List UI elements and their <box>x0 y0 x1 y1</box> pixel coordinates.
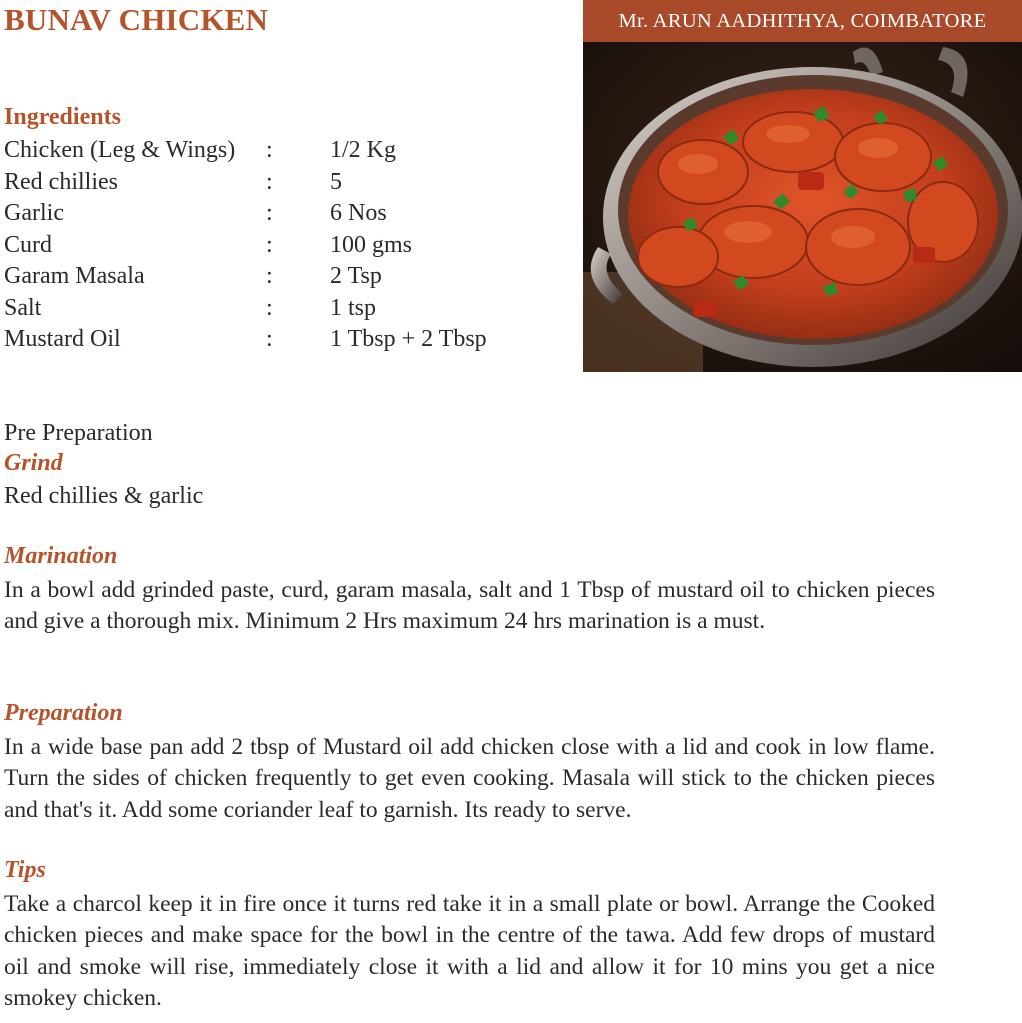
ingredient-name: Salt <box>4 294 42 321</box>
dish-photo <box>583 42 1022 372</box>
ingredient-name: Garlic <box>4 200 64 227</box>
table-row <box>4 198 487 230</box>
ingredient-separator: : <box>266 263 273 290</box>
ingredient-name: Curd <box>4 231 52 258</box>
ingredient-quantity: 5 <box>330 168 342 195</box>
tips-text: Take a charcol keep it in fire once it turns red take it in a small plate or bowl. Arrange the Cooked chicken pieces and make space for the bowl in the centre of the tawa. Add few drops of mustard oil and smoke will rise, immediately close it with a lid and allow it for 10 mins you get a nice smokey chicken. <box>4 891 935 1012</box>
ingredient-name: Mustard Oil <box>4 326 121 353</box>
author-name: Mr. ARUN AADHITHYA, COIMBATORE <box>618 9 987 32</box>
grind-text: Red chillies & garlic <box>4 483 204 509</box>
table-row <box>4 293 487 325</box>
ingredient-separator: : <box>266 137 273 164</box>
ingredient-name: Garam Masala <box>4 263 145 290</box>
author-banner <box>583 0 1022 42</box>
ingredient-separator: : <box>266 231 273 258</box>
pre-preparation-label: Pre Preparation <box>4 420 153 446</box>
ingredient-quantity: 100 gms <box>330 231 413 258</box>
preparation-text: In a wide base pan add 2 tbsp of Mustard oil add chicken close with a lid and cook in low flame. Turn the sides of chicken frequently to get even cooking. Masala will stick to the chicken pieces and that's it. Add some coriander leaf to garnish. Its ready to serve. <box>4 734 935 823</box>
preparation-heading: Preparation <box>4 700 123 726</box>
recipe-title: BUNAV CHICKEN <box>4 2 269 37</box>
table-row <box>4 324 487 356</box>
ingredients-heading: Ingredients <box>4 104 121 130</box>
ingredient-quantity: 1/2 Kg <box>330 137 396 164</box>
ingredient-quantity: 1 tsp <box>330 294 377 321</box>
ingredient-quantity: 6 Nos <box>330 200 387 227</box>
ingredient-separator: : <box>266 294 273 321</box>
ingredient-separator: : <box>266 326 273 353</box>
ingredient-name: Red chillies <box>4 168 118 195</box>
table-row <box>4 261 487 293</box>
ingredient-quantity: 2 Tsp <box>330 263 382 290</box>
grind-heading: Grind <box>4 450 63 476</box>
ingredient-separator: : <box>266 200 273 227</box>
table-row <box>4 167 487 199</box>
ingredient-quantity: 1 Tbsp + 2 Tbsp <box>330 326 487 353</box>
table-row <box>4 230 487 262</box>
ingredients-table <box>4 135 487 356</box>
tips-heading: Tips <box>4 857 46 883</box>
marination-text: In a bowl add grinded paste, curd, garam masala, salt and 1 Tbsp of mustard oil to chicken pieces and give a thorough mix. Minimum 2 Hrs maximum 24 hrs marination is a must. <box>4 577 935 635</box>
ingredient-separator: : <box>266 168 273 195</box>
marination-heading: Marination <box>4 543 118 569</box>
ingredient-name: Chicken (Leg & Wings) <box>4 137 236 164</box>
table-row <box>4 135 487 167</box>
